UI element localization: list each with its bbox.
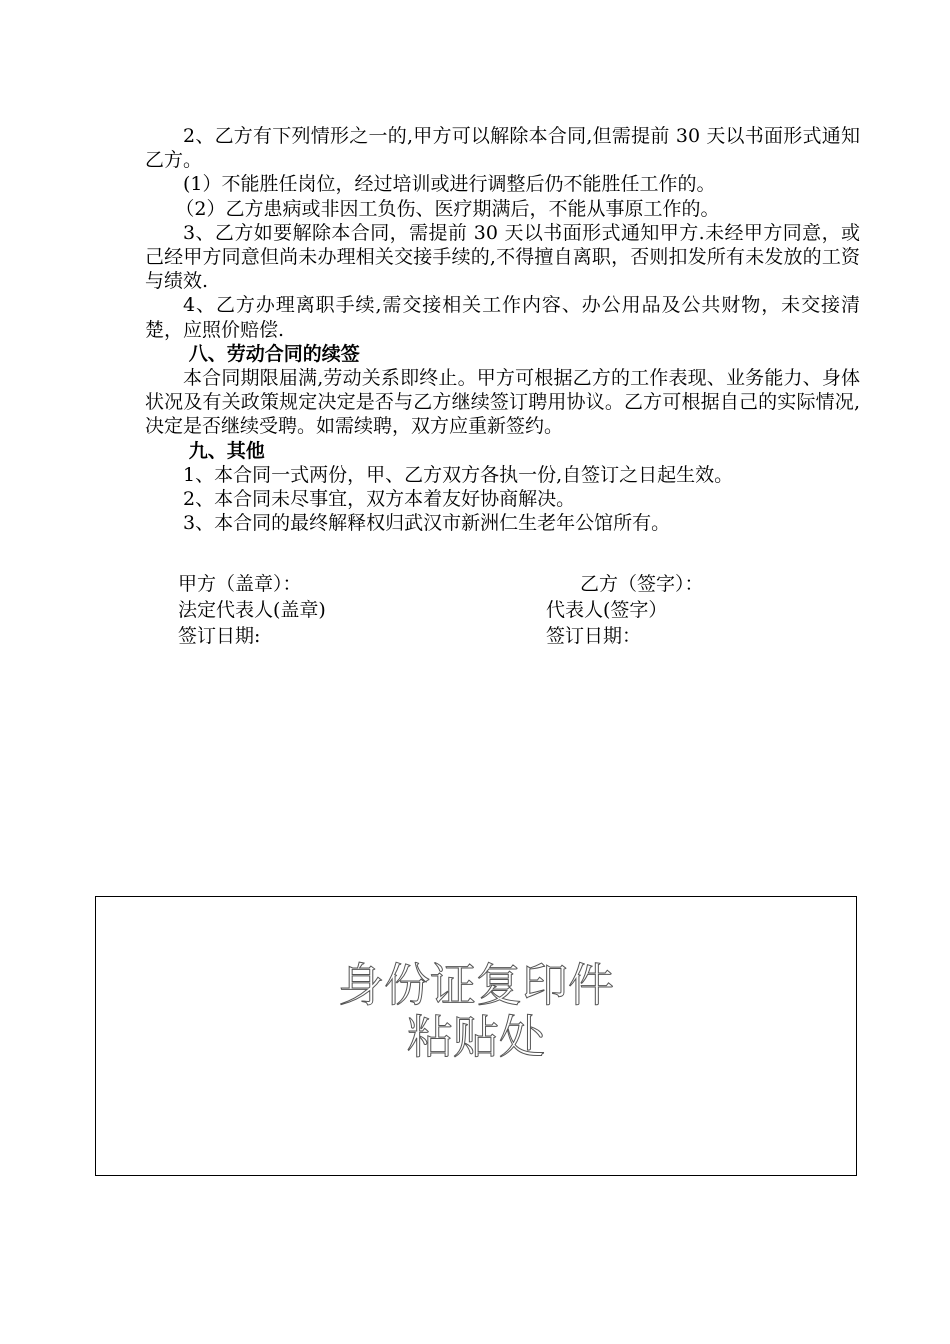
party-a-seal-label: 甲方（盖章）： xyxy=(178,573,302,595)
id-box-title: 身份证复印件 xyxy=(338,958,614,1012)
clause-other-2: 2、本合同未尽事宜，双方本着友好协商解决。 xyxy=(183,488,576,511)
clause-resignation-handover: 4、乙方办理离职手续,需交接相关工作内容、办公用品及公共财物，未交接清楚，应照价赔偿. xyxy=(145,294,860,341)
rep-label: 代表人(签字） xyxy=(546,599,668,621)
party-b-sign-label: 乙方（签字）： xyxy=(580,573,704,595)
clause-item-2: （2）乙方患病或非因工负伤、医疗期满后，不能从事原工作的。 xyxy=(175,197,720,220)
id-copy-paste-box xyxy=(95,896,857,1176)
legal-rep-label: 法定代表人(盖章) xyxy=(178,599,326,621)
date-b-label: 签订日期： xyxy=(546,625,642,647)
id-box-subtitle: 粘贴处 xyxy=(407,1010,545,1064)
section-heading-other: 九、其他 xyxy=(188,439,265,462)
contract-body xyxy=(145,124,860,535)
clause-termination-by-employee: 3、乙方如要解除本合同，需提前 30 天以书面形式通知甲方.未经甲方同意，或己经甲方同意但尚未办理相关交接手续的,不得擅自离职，否则扣发所有未发放的工资与绩效. xyxy=(145,221,860,293)
clause-termination-by-employer: 2、乙方有下列情形之一的,甲方可以解除本合同,但需提前 30 天以书面形式通知乙方。 xyxy=(145,125,860,172)
date-a-label: 签订日期: xyxy=(178,625,261,647)
clause-other-3: 3、本合同的最终解释权归武汉市新洲仁生老年公馆所有。 xyxy=(183,512,671,535)
clause-item-1: (1）不能胜任岗位，经过培训或进行调整后仍不能胜任工作的。 xyxy=(183,173,716,196)
section-heading-renewal: 八、劳动合同的续签 xyxy=(188,342,360,365)
clause-renewal: 本合同期限届满,劳动关系即终止。甲方可根据乙方的工作表现、业务能力、身体状况及有关政策规定决定是否与乙方继续签订聘用协议。乙方可根据自己的实际情况,决定是否继续受聘。如需续聘，双方应重新签约。 xyxy=(145,367,860,438)
clause-other-1: 1、本合同一式两份，甲、乙方双方各执一份,自签订之日起生效。 xyxy=(183,463,734,486)
